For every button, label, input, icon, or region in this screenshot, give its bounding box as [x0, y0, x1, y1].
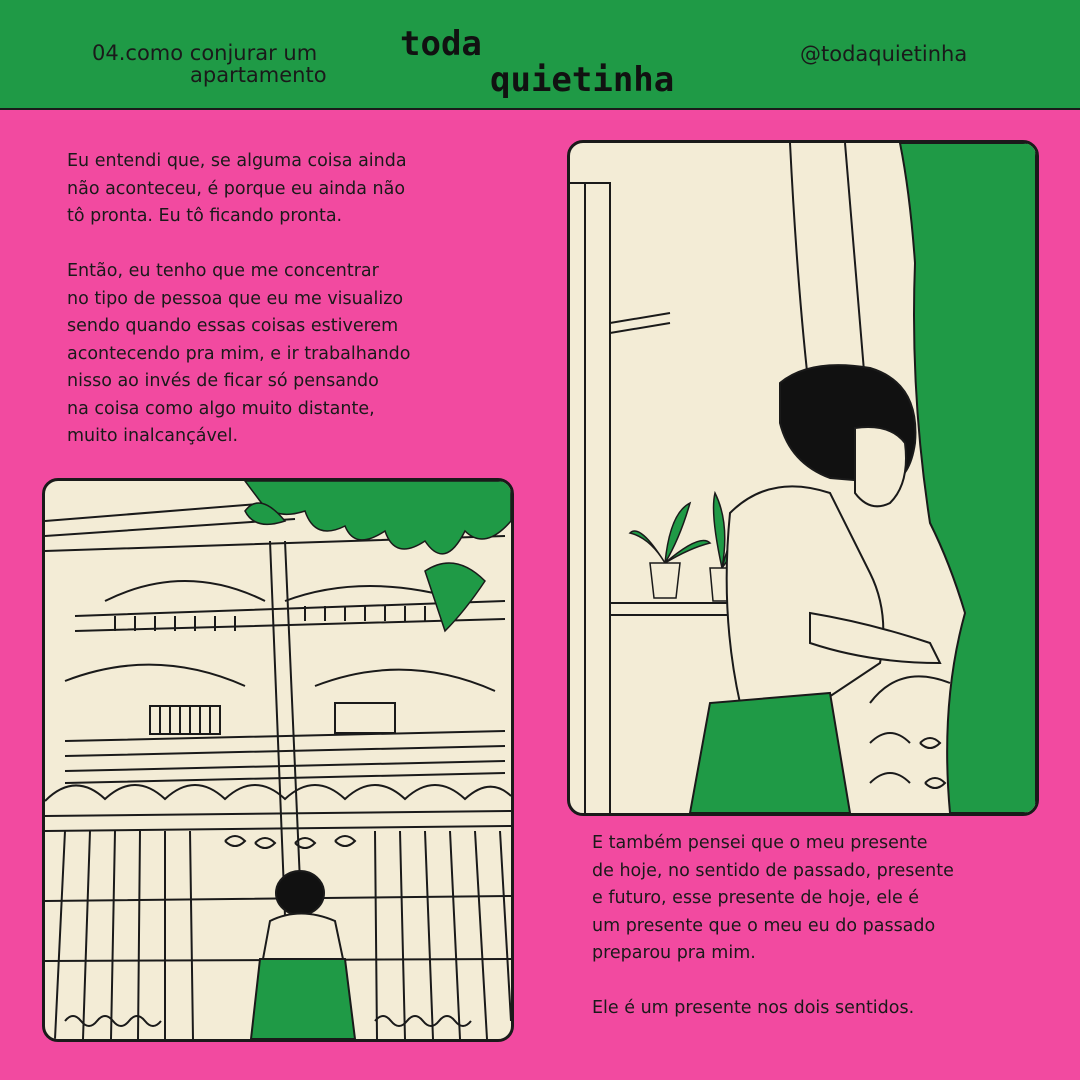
logo: [400, 26, 674, 98]
logo-line2: quietinha: [490, 60, 675, 100]
comic-text-block-2: E também pensei que o meu presente de hoje, no sentido de passado, presente e futuro, esse presente de hoje, ele é um presente que o meu eu do passado preparou pra mim. Ele é um presente nos dois sentidos.: [592, 833, 954, 1018]
episode-title-line1: 04.como conjurar um: [92, 41, 318, 65]
episode-title: [92, 42, 352, 86]
woman-at-window-drawing: [570, 143, 1036, 813]
building-facade-drawing: [45, 481, 511, 1039]
episode-title-line2: apartamento: [190, 63, 327, 87]
logo-line1: toda: [400, 24, 482, 64]
social-handle: @todaquietinha: [800, 42, 968, 66]
illustration-building-facade: [42, 478, 514, 1042]
header-bar: [0, 0, 1080, 110]
illustration-woman-at-window: [567, 140, 1039, 816]
comic-text-block-1: Eu entendi que, se alguma coisa ainda não aconteceu, é porque eu ainda não tô pronta. Eu tô ficando pronta. Então, eu tenho que me concentrar no tipo de pessoa que eu me visualizo sendo quando essas coisas estiverem acontecendo pra mim, e ir trabalhando nisso ao invés de ficar só pensando na coisa como algo muito distante, muito inalcançável.: [67, 151, 411, 446]
